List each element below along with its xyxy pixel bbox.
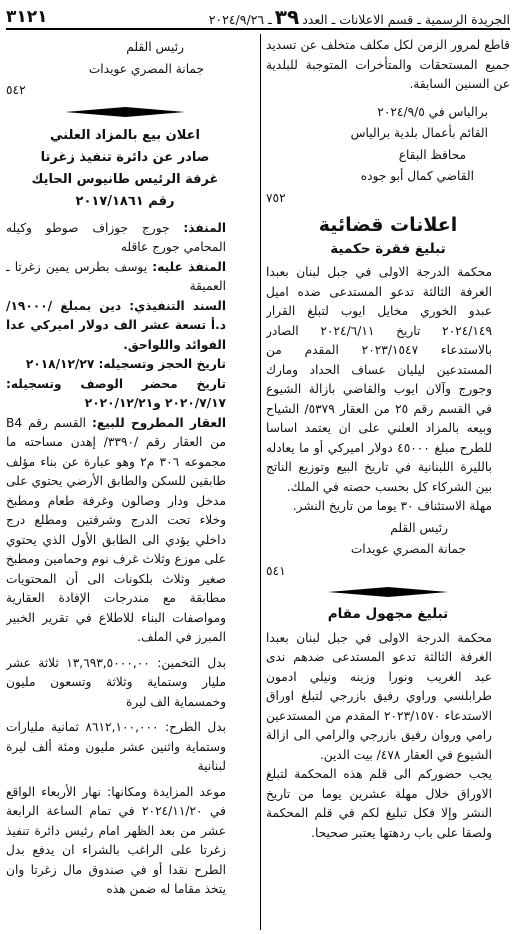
notice-call: يجب حضوركم الى قلم هذه المحكمة لتبلغ الاوراق خلال مهلة عشرين يوما من تاريخ النشر وإلا فكل تبليغ لكم في قلم المحكمة ولصقا على باب ردهتها يعتبر صحيحا. [266,767,492,840]
executor-field [6,219,244,258]
executee-field [6,258,244,297]
signature-line: القاضي كمال أبو جوده [360,169,474,183]
property-field [6,414,244,648]
field-label: بدل التخمين: [157,655,226,670]
signature-line: جمانة المصري عويدات [350,542,466,556]
field-label: بدل الطرح: [165,720,226,734]
seizure-field [6,355,244,375]
header-prefix: الجريدة الرسمية ـ قسم الاعلانات ـ العدد [302,12,510,27]
header-issue: ٣٩ [274,5,300,29]
field-label: العقار المطروح للبيع: [91,415,227,430]
field-label: المنفذ: [183,220,227,235]
signature-line: رئيس القلم [126,40,184,54]
date-line: برالياس في ٢٠٢٤/٩/٥ [377,104,488,119]
field-label: تاريخ محضر الوصف وتسجيله: [6,376,226,391]
field-value: ٨٦١٢,١٠٠,٠٠٠ ثمانية مليارات وستماية واثنين عشر مليون ومئة ألف ليرة لبنانية [6,720,226,773]
signature-line: القائم بأعمال بلدية برالياس [350,126,488,140]
left-column [6,36,244,930]
announcement-number: ٧٥٢ [266,190,286,205]
header-title [209,5,510,29]
auction-title: غرفة الرئيس طانيوس الحايك [31,171,219,187]
signature-line: جمانة المصري عويدات [88,61,204,76]
field-label: موعد المزايدة ومكانها: [107,784,227,799]
divider-ornament [266,587,510,597]
auction-title: رقم ٢٠١٧/١٨٦١ [75,193,175,209]
signature-line: محافظ البقاع [398,147,466,162]
right-column [266,36,510,930]
divider-ornament [6,107,244,117]
field-value: القسم رقم B4 من العقار رقم /٣٣٩٠/ إهدن مساحته ما مجموعه ٣٠٦ م٢ وهو عبارة عن بناء مؤلف طابقين للسكن والطابق الأرضي يحتوي على مدخل ودار وصالون وغرفة طعام ومطبخ وخلاء تحت الدرج وشرفتين ومطلع درج داخلي يؤدي الى الطابق الأول الذي يحتوي على موزع وثلاث غرف نوم وحمامين ومطبخ صغير وثلاث بلكونات الى أن المحتويات مطابقة مع مندرجات الإفادة العقارية ومواصفات البناء للاطلاع في تقرير الخبير المبرز في الملف. [6,415,226,644]
field-value: نهار الأربعاء الواقع في ٢٠٢٤/١١/٢٠ في تمام الساعة الرابعة عشر من بعد الظهر امام رئيس دائرة تنفيذ زغرتا على الراغب بالشراء ان يدفع بدل الطرح نقدا أو في صندوق مال زغرتا وان يتخذ مقاما له ضمن هذه [6,784,227,896]
auction-date-field [6,783,244,900]
field-label: السند التنفيذي: [129,298,226,313]
announcement-number: ٥٤١ [266,563,286,578]
auction-title: اعلان بيع بالمزاد العلني [50,127,200,143]
field-value: جورج جوزاف صوطو وكيله المحامي جورج عاقله [6,220,226,254]
opening-price-field [6,718,244,777]
field-label: تاريخ الحجز وتسجيله: [98,357,226,371]
announcement-number: ٥٤٢ [6,83,26,97]
notice-body: محكمة الدرجة الاولى في جبل لبنان بعبدا الغرفة الثالثة تدعو المستدعى ضده اميل عبدو الخوري مخايل ايوب لتبلغ القرار ٢٠٢٤/١٤٩ تاريخ ٢٠٢٤/٦/١١ الصادر بالاستدعاء ٢٠٢٣/١٥٤٧ المقدم من المستدعين ليليان عساف الحداد ومارك وجورج وآلان ايوب والقاضي بازالة الشيوع في القسم رقم ٢٥ من العقار ٥٣٧٩/ الشياح وبيعه بالمزاد العلني على ان يعتمد اساسا للطرح مبلغ ٤٥٠٠٠ دولار اميركي أو ما يعادله بالليرة اللبنانية في تاريخ البيع وتوزيع الناتج بين الشركاء كل بحسب حصته في الملك. [266,265,492,494]
field-value: ٢٠٢٠/٧/١٧ و٢٠٢٠/١٢/٢١ [84,396,226,410]
notice-body: محكمة الدرجة الاولى في جبل لبنان بعبدا الغرفة الثالثة تدعو المستدعى ضدهم ندى عبد الغريب ونورا وزينه ونيلي ادمون طرابلسي وراوي رفيق بازرجي لتبلغ اوراق الاستدعاء ٢٠٢٣/١٥٧٠ المقدم من المستدعين رامي وروان رفيق بازرجي والرامي الى ازالة الشيوع في العقار ٤٧٨/ بيت الدين. [266,630,492,762]
signature-line: رئيس القلم [390,520,448,535]
page-header [6,6,510,30]
report-field [6,375,244,414]
page-number: ٣١٢١ [6,7,48,27]
field-value: ١٣,٦٩٣,٥٠٠٠,٠٠ ثلاثة عشر مليار وستماية وثلاثة وتسعون مليون وخمسماية الف ليرة [6,655,226,709]
notice-title: تبليغ مجهول مقام [327,606,449,622]
field-value: ٢٠١٨/١٢/٢٧ [25,357,95,371]
column-divider [260,34,261,930]
notice-deadline: مهلة الاستئناف ٣٠ يوما من تاريخ النشر. [292,499,492,513]
valuation-field [6,654,244,713]
field-value: يوسف بطرس يمين زغرتا ـ العميقة [6,259,226,293]
section-title: اعلانات قضائية [318,214,458,236]
field-value: دين بمبلغ /١٩٠٠٠/ د.أ تسعة عشر الف دولار اميركي عدا الفوائد واللواحق. [6,298,226,352]
bond-field [6,297,244,356]
field-label: المنفذ عليه: [152,259,227,274]
header-date: ـ ٢٠٢٤/٩/٢٦ [208,12,272,27]
auction-title: صادر عن دائرة تنفيذ زغرتا [40,149,210,165]
paragraph: قاطع لمرور الزمن لكل مكلف متخلف عن تسديد جميع المستحقات والمتأخرات المتوجبة للبلدية عن السنين السابقة. [266,38,510,91]
notice-title: تبليغ فقرة حكمية [330,240,446,257]
